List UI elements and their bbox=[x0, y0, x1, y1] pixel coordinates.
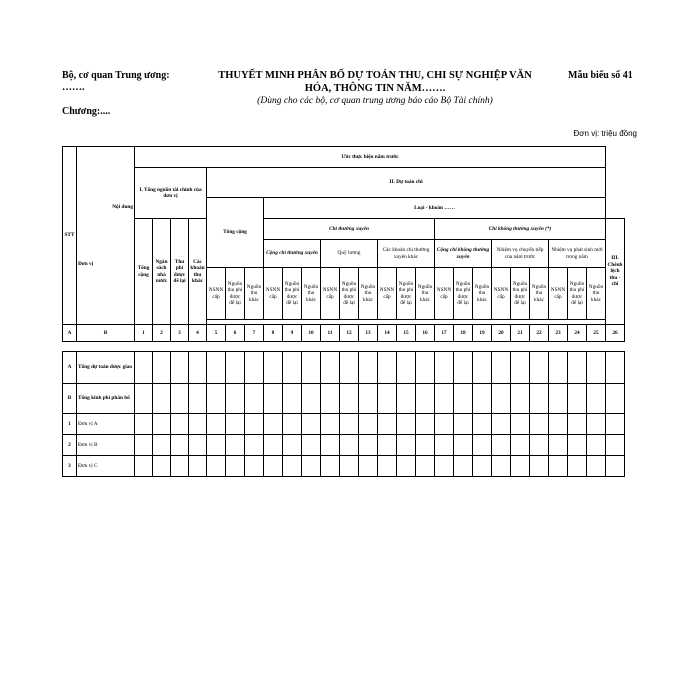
table-cell bbox=[189, 456, 207, 477]
leaf-phi: Nguồn thu phí được để lại bbox=[340, 268, 359, 320]
leaf-nsnn: NSNN cấp bbox=[435, 268, 454, 320]
table-cell bbox=[378, 435, 397, 456]
table-cell bbox=[226, 352, 245, 384]
agency-header bbox=[62, 70, 202, 118]
table-cell bbox=[435, 456, 454, 477]
table-cell bbox=[264, 352, 283, 384]
budget-table-body bbox=[62, 351, 625, 477]
table-cell bbox=[473, 456, 492, 477]
sub-salary-fund: Quỹ lương bbox=[321, 240, 378, 268]
table-cell bbox=[530, 352, 549, 384]
table-cell bbox=[207, 414, 226, 435]
table-cell bbox=[587, 456, 606, 477]
row-stt: 2 bbox=[63, 435, 77, 456]
table-cell bbox=[321, 384, 340, 414]
sub-regular-total: Cộng chi thường xuyên bbox=[264, 240, 321, 268]
num-cell: 11 bbox=[321, 325, 340, 342]
table-cell bbox=[264, 384, 283, 414]
table-cell bbox=[568, 435, 587, 456]
num-cell: 17 bbox=[435, 325, 454, 342]
table-cell bbox=[135, 352, 153, 384]
table-cell bbox=[264, 414, 283, 435]
num-cell: 18 bbox=[454, 325, 473, 342]
num-cell: 16 bbox=[416, 325, 435, 342]
table-cell bbox=[511, 352, 530, 384]
table-cell bbox=[171, 435, 189, 456]
table-cell bbox=[568, 456, 587, 477]
num-cell: 7 bbox=[245, 325, 264, 342]
table-cell bbox=[302, 456, 321, 477]
g1-col-phi: Thu phí được để lại bbox=[171, 219, 189, 325]
table-cell bbox=[283, 456, 302, 477]
table-cell bbox=[226, 435, 245, 456]
table-cell bbox=[454, 384, 473, 414]
leaf-nsnn: NSNN cấp bbox=[492, 268, 511, 320]
table-cell bbox=[454, 414, 473, 435]
leaf-other: Nguồn thu khác bbox=[359, 268, 378, 320]
chapter-label: Chương:.... bbox=[62, 106, 111, 117]
table-cell bbox=[245, 456, 264, 477]
noi-dung-label: Nội dung bbox=[112, 204, 133, 210]
table-cell bbox=[189, 384, 207, 414]
num-cell: 1 bbox=[135, 325, 153, 342]
table-cell bbox=[549, 384, 568, 414]
leaf-phi: Nguồn thu phí được để lại bbox=[511, 268, 530, 320]
table-cell bbox=[606, 414, 625, 435]
unit-label: Đơn vị: triệu đồng bbox=[573, 129, 637, 138]
table-cell bbox=[135, 414, 153, 435]
num-cell: 2 bbox=[153, 325, 171, 342]
table-cell bbox=[321, 352, 340, 384]
table-cell bbox=[321, 414, 340, 435]
table-cell bbox=[492, 435, 511, 456]
table-cell bbox=[587, 414, 606, 435]
table-cell bbox=[245, 352, 264, 384]
table-row bbox=[63, 384, 625, 414]
table-cell bbox=[397, 456, 416, 477]
table-row bbox=[63, 435, 625, 456]
content-header bbox=[77, 147, 135, 325]
g1-col-total: Tổng cộng bbox=[135, 219, 153, 325]
title-line-1: THUYẾT MINH PHÂN BỔ DỰ TOÁN THU, CHI SỰ NGHIỆP VĂN bbox=[218, 70, 532, 81]
table-cell bbox=[473, 414, 492, 435]
loai-khoan-header: Loại - khoản …… bbox=[264, 198, 606, 219]
table-cell bbox=[568, 384, 587, 414]
table-cell bbox=[416, 456, 435, 477]
table-cell bbox=[416, 384, 435, 414]
table-cell bbox=[397, 435, 416, 456]
leaf-other: Nguồn thu khác bbox=[245, 268, 264, 320]
num-cell: 9 bbox=[283, 325, 302, 342]
table-cell bbox=[207, 456, 226, 477]
group-finance-header: I. Tổng nguồn tài chính của đơn vị bbox=[135, 168, 207, 219]
leaf-phi: Nguồn thu phí được để lại bbox=[568, 268, 587, 320]
table-cell bbox=[264, 435, 283, 456]
table-cell bbox=[473, 435, 492, 456]
table-cell bbox=[135, 456, 153, 477]
table-cell bbox=[492, 384, 511, 414]
table-cell bbox=[171, 352, 189, 384]
table-cell bbox=[397, 414, 416, 435]
table-cell bbox=[207, 352, 226, 384]
num-cell: 14 bbox=[378, 325, 397, 342]
table-cell bbox=[530, 414, 549, 435]
num-cell: 26 bbox=[606, 325, 625, 342]
table-cell bbox=[321, 456, 340, 477]
table-cell bbox=[340, 352, 359, 384]
num-cell: 23 bbox=[549, 325, 568, 342]
leaf-other: Nguồn thu khác bbox=[302, 268, 321, 320]
table-cell bbox=[171, 384, 189, 414]
table-cell bbox=[530, 435, 549, 456]
table-cell bbox=[359, 352, 378, 384]
table-cell bbox=[549, 435, 568, 456]
table-cell bbox=[568, 352, 587, 384]
form-number: Mẫu biểu số 41 bbox=[568, 70, 633, 81]
table-cell bbox=[511, 456, 530, 477]
table-cell bbox=[378, 414, 397, 435]
agency-label: Bộ, cơ quan Trung ương: bbox=[62, 70, 170, 81]
table-cell bbox=[397, 352, 416, 384]
table-cell bbox=[359, 435, 378, 456]
table-cell bbox=[302, 435, 321, 456]
table-cell bbox=[492, 414, 511, 435]
sub-new-tasks: Nhiệm vụ phát sinh mới trong năm bbox=[549, 240, 606, 268]
table-cell bbox=[153, 384, 171, 414]
table-cell bbox=[435, 414, 454, 435]
num-cell: 12 bbox=[340, 325, 359, 342]
num-cell: 19 bbox=[473, 325, 492, 342]
table-cell bbox=[378, 352, 397, 384]
table-cell bbox=[283, 352, 302, 384]
table-cell bbox=[416, 352, 435, 384]
table-cell bbox=[435, 352, 454, 384]
table-cell bbox=[153, 435, 171, 456]
table-cell bbox=[340, 435, 359, 456]
leaf-other: Nguồn thu khác bbox=[416, 268, 435, 320]
table-cell bbox=[511, 435, 530, 456]
table-cell bbox=[340, 384, 359, 414]
table-cell bbox=[511, 384, 530, 414]
table-cell bbox=[340, 456, 359, 477]
title-line-2: HÓA, THÔNG TIN NĂM……. bbox=[304, 83, 446, 94]
num-cell: 3 bbox=[171, 325, 189, 342]
table-cell bbox=[606, 456, 625, 477]
table-cell bbox=[153, 414, 171, 435]
table-cell bbox=[511, 414, 530, 435]
table-cell bbox=[171, 414, 189, 435]
table-cell bbox=[492, 456, 511, 477]
table-cell bbox=[587, 384, 606, 414]
table-cell bbox=[606, 435, 625, 456]
num-cell: 25 bbox=[587, 325, 606, 342]
row-label: Đơn vị B bbox=[77, 435, 135, 456]
table-cell bbox=[189, 435, 207, 456]
table-cell bbox=[302, 384, 321, 414]
table-cell bbox=[207, 435, 226, 456]
document-subtitle: (Dùng cho các bộ, cơ quan trung ương báo cáo Bộ Tài chính) bbox=[257, 96, 493, 106]
table-cell bbox=[549, 456, 568, 477]
table-cell bbox=[359, 384, 378, 414]
table-cell bbox=[189, 414, 207, 435]
table-cell bbox=[283, 414, 302, 435]
table-cell bbox=[397, 384, 416, 414]
g1-col-other: Các khoản thu khác bbox=[189, 219, 207, 325]
don-vi-label: Đơn vị bbox=[78, 260, 94, 267]
estimate-header: Ước thực hiện năm trước bbox=[135, 147, 606, 168]
num-cell: 6 bbox=[226, 325, 245, 342]
leaf-phi: Nguồn thu phí được để lại bbox=[397, 268, 416, 320]
table-cell bbox=[606, 352, 625, 384]
table-row bbox=[63, 414, 625, 435]
row-label: Đơn vị C bbox=[77, 456, 135, 477]
table-cell bbox=[378, 456, 397, 477]
table-cell bbox=[587, 435, 606, 456]
sub-irregular-total: Cộng chi không thường xuyên bbox=[435, 240, 492, 268]
table-cell bbox=[568, 414, 587, 435]
table-cell bbox=[530, 384, 549, 414]
leaf-other: Nguồn thu khác bbox=[530, 268, 549, 320]
table-cell bbox=[473, 384, 492, 414]
num-cell: 8 bbox=[264, 325, 283, 342]
table-cell bbox=[171, 456, 189, 477]
row-label: Tổng dự toán được giao bbox=[77, 352, 135, 384]
table-cell bbox=[135, 435, 153, 456]
table-cell bbox=[226, 384, 245, 414]
sub-regular-other: Các khoản chi thường xuyên khác bbox=[378, 240, 435, 268]
num-cell: 21 bbox=[511, 325, 530, 342]
leaf-phi: Nguồn thu phí được để lại bbox=[226, 268, 245, 320]
table-cell bbox=[283, 384, 302, 414]
table-cell bbox=[416, 414, 435, 435]
table-cell bbox=[226, 414, 245, 435]
num-cell: 5 bbox=[207, 325, 226, 342]
table-cell bbox=[153, 456, 171, 477]
table-cell bbox=[245, 414, 264, 435]
num-cell: A bbox=[63, 325, 77, 342]
num-cell: 24 bbox=[568, 325, 587, 342]
agency-placeholder: ……. bbox=[62, 82, 85, 93]
g1-col-nsnn: Ngân sách nhà nước bbox=[153, 219, 171, 325]
num-cell: 13 bbox=[359, 325, 378, 342]
table-cell bbox=[359, 414, 378, 435]
leaf-nsnn: NSNN cấp bbox=[264, 268, 283, 320]
table-cell bbox=[606, 384, 625, 414]
num-cell: 10 bbox=[302, 325, 321, 342]
table-cell bbox=[264, 456, 283, 477]
table-cell bbox=[454, 456, 473, 477]
table-cell bbox=[492, 352, 511, 384]
leaf-phi: Nguồn thu phí được để lại bbox=[454, 268, 473, 320]
total-header: Tổng cộng bbox=[207, 198, 264, 268]
regular-expense-header: Chi thường xuyên bbox=[264, 219, 435, 240]
table-cell bbox=[530, 456, 549, 477]
row-stt: A bbox=[63, 352, 77, 384]
num-cell: 4 bbox=[189, 325, 207, 342]
table-cell bbox=[549, 414, 568, 435]
row-stt: 1 bbox=[63, 414, 77, 435]
table-cell bbox=[245, 435, 264, 456]
row-label: Đơn vị A bbox=[77, 414, 135, 435]
sub-carried-tasks: Nhiệm vụ chuyển tiếp của năm trước bbox=[492, 240, 549, 268]
table-cell bbox=[189, 352, 207, 384]
leaf-nsnn: NSNN cấp bbox=[207, 268, 226, 320]
row-label: Tổng kinh phí phân bổ bbox=[77, 384, 135, 414]
leaf-nsnn: NSNN cấp bbox=[321, 268, 340, 320]
table-row bbox=[63, 352, 625, 384]
table-cell bbox=[302, 352, 321, 384]
row-stt: B bbox=[63, 384, 77, 414]
table-cell bbox=[245, 384, 264, 414]
table-cell bbox=[435, 435, 454, 456]
irregular-expense-header: Chi không thường xuyên (*) bbox=[435, 219, 606, 240]
table-cell bbox=[207, 384, 226, 414]
table-cell bbox=[549, 352, 568, 384]
num-cell: 15 bbox=[397, 325, 416, 342]
table-cell bbox=[153, 352, 171, 384]
table-cell bbox=[435, 384, 454, 414]
num-cell: B bbox=[77, 325, 135, 342]
budget-table bbox=[62, 146, 625, 342]
table-cell bbox=[135, 384, 153, 414]
stt-header: STT bbox=[63, 147, 77, 325]
table-cell bbox=[321, 435, 340, 456]
num-cell: 22 bbox=[530, 325, 549, 342]
table-cell bbox=[454, 435, 473, 456]
table-cell bbox=[473, 352, 492, 384]
balance-header: III. Chênh lệch thu - chi bbox=[606, 219, 625, 325]
table-cell bbox=[454, 352, 473, 384]
document-title bbox=[205, 69, 545, 95]
column-number-row bbox=[63, 325, 625, 342]
num-cell: 20 bbox=[492, 325, 511, 342]
table-cell bbox=[587, 352, 606, 384]
table-cell bbox=[340, 414, 359, 435]
leaf-nsnn: NSNN cấp bbox=[378, 268, 397, 320]
table-cell bbox=[359, 456, 378, 477]
leaf-nsnn: NSNN cấp bbox=[549, 268, 568, 320]
table-cell bbox=[302, 414, 321, 435]
table-cell bbox=[226, 456, 245, 477]
group-expense-header: II. Dự toán chi bbox=[207, 168, 606, 198]
leaf-other: Nguồn thu khác bbox=[473, 268, 492, 320]
leaf-phi: Nguồn thu phí được để lại bbox=[283, 268, 302, 320]
table-row bbox=[63, 456, 625, 477]
row-stt: 3 bbox=[63, 456, 77, 477]
table-cell bbox=[378, 384, 397, 414]
leaf-other: Nguồn thu khác bbox=[587, 268, 606, 320]
table-cell bbox=[283, 435, 302, 456]
table-cell bbox=[416, 435, 435, 456]
